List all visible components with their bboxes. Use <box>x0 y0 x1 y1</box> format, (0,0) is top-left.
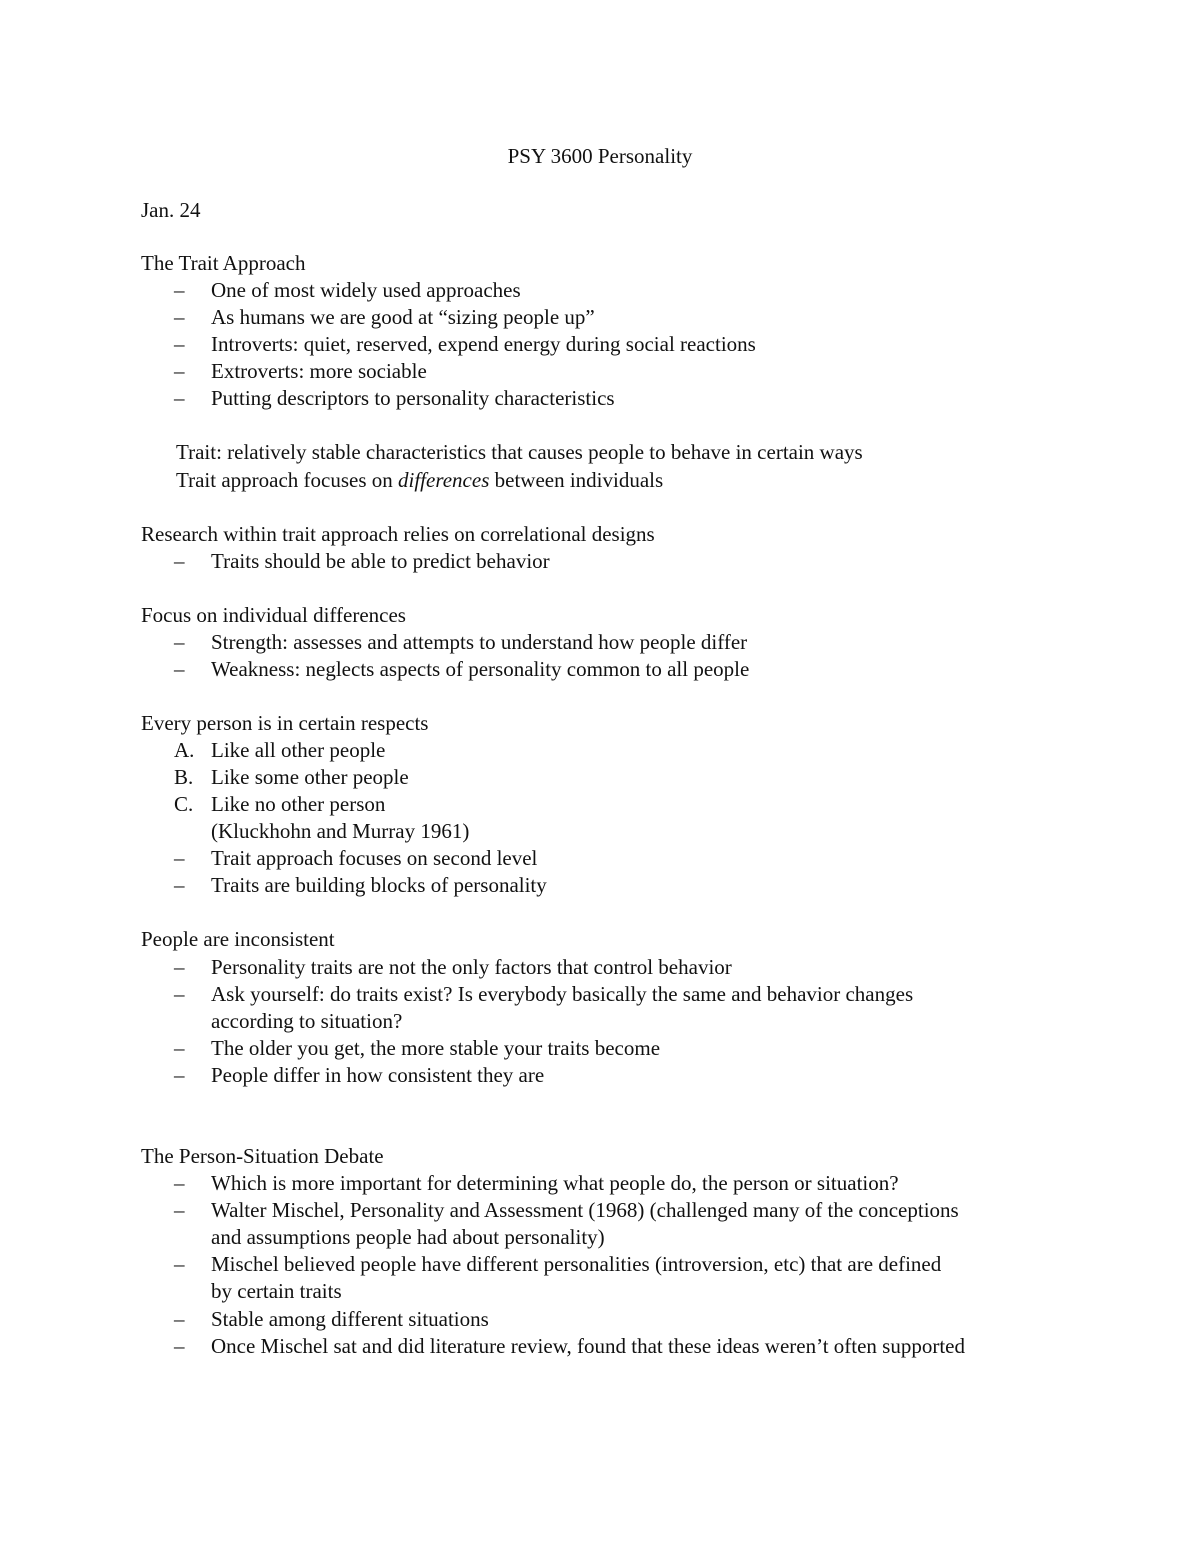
trait-definition: Trait: relatively stable characteristics that causes people to behave in certain ways <box>176 440 863 464</box>
list-item: Introverts: quiet, reserved, expend energy during social reactions <box>211 332 756 356</box>
section-heading-research: Research within trait approach relies on correlational designs <box>141 522 655 546</box>
list-item: Ask yourself: do traits exist? Is everybody basically the same and behavior changes <box>211 982 914 1006</box>
section-heading-inconsistent: People are inconsistent <box>141 927 335 951</box>
letter-marker: C. <box>174 792 194 816</box>
list-item: Putting descriptors to personality characteristics <box>211 386 615 410</box>
page-title: PSY 3600 Personality <box>507 144 693 168</box>
dash-bullet-marker: – <box>174 305 185 329</box>
dash-bullet-marker: – <box>174 1307 185 1331</box>
date-label: Jan. 24 <box>141 198 201 222</box>
section-heading-trait-approach: The Trait Approach <box>141 251 306 275</box>
list-item-continuation: by certain traits <box>211 1279 342 1303</box>
dash-bullet-marker: – <box>174 549 185 573</box>
trait-focus-emphasis: differences <box>398 468 490 492</box>
list-item: Once Mischel sat and did literature review, found that these ideas weren’t often supported <box>211 1334 966 1358</box>
list-item: Mischel believed people have different personalities (introversion, etc) that are defined <box>211 1252 942 1276</box>
dash-bullet-marker: – <box>174 1252 185 1276</box>
dash-bullet-marker: – <box>174 332 185 356</box>
dash-bullet-marker: – <box>174 386 185 410</box>
list-item: Weakness: neglects aspects of personality common to all people <box>211 657 750 681</box>
dash-bullet-marker: – <box>174 630 185 654</box>
section-heading-every-person: Every person is in certain respects <box>141 711 429 735</box>
list-item: Traits are building blocks of personality <box>211 873 547 897</box>
list-item: Like all other people <box>211 738 386 762</box>
letter-marker: A. <box>174 738 195 762</box>
dash-bullet-marker: – <box>174 982 185 1006</box>
letter-marker: B. <box>174 765 194 789</box>
dash-bullet-marker: – <box>174 846 185 870</box>
dash-bullet-marker: – <box>174 359 185 383</box>
list-item: Traits should be able to predict behavior <box>211 549 550 573</box>
list-item-continuation: and assumptions people had about personality) <box>211 1225 605 1249</box>
section-heading-person-situation: The Person-Situation Debate <box>141 1144 384 1168</box>
dash-bullet-marker: – <box>174 278 185 302</box>
dash-bullet-marker: – <box>174 657 185 681</box>
section-heading-individual-differences: Focus on individual differences <box>141 603 406 627</box>
dash-bullet-marker: – <box>174 1036 185 1060</box>
dash-bullet-marker: – <box>174 1334 185 1358</box>
list-item: As humans we are good at “sizing people up” <box>211 305 595 329</box>
list-item: Personality traits are not the only factors that control behavior <box>211 955 732 979</box>
list-item: Like some other people <box>211 765 409 789</box>
list-item: Extroverts: more sociable <box>211 359 427 383</box>
list-item: Stable among different situations <box>211 1307 489 1331</box>
dash-bullet-marker: – <box>174 1198 185 1222</box>
list-item: Trait approach focuses on second level <box>211 846 538 870</box>
list-item: Strength: assesses and attempts to understand how people differ <box>211 630 748 654</box>
list-item: People differ in how consistent they are <box>211 1063 545 1087</box>
citation: (Kluckhohn and Murray 1961) <box>211 819 470 843</box>
list-item: Walter Mischel, Personality and Assessment (1968) (challenged many of the conceptions <box>211 1198 959 1222</box>
trait-focus-prefix: Trait approach focuses on <box>176 468 399 492</box>
list-item: The older you get, the more stable your traits become <box>211 1036 661 1060</box>
list-item-continuation: according to situation? <box>211 1009 403 1033</box>
list-item: Like no other person <box>211 792 386 816</box>
dash-bullet-marker: – <box>174 1063 185 1087</box>
trait-focus-suffix: between individuals <box>489 468 664 492</box>
list-item: One of most widely used approaches <box>211 278 521 302</box>
dash-bullet-marker: – <box>174 873 185 897</box>
dash-bullet-marker: – <box>174 955 185 979</box>
list-item: Which is more important for determining what people do, the person or situation? <box>211 1171 899 1195</box>
dash-bullet-marker: – <box>174 1171 185 1195</box>
trait-focus-line <box>176 467 663 494</box>
